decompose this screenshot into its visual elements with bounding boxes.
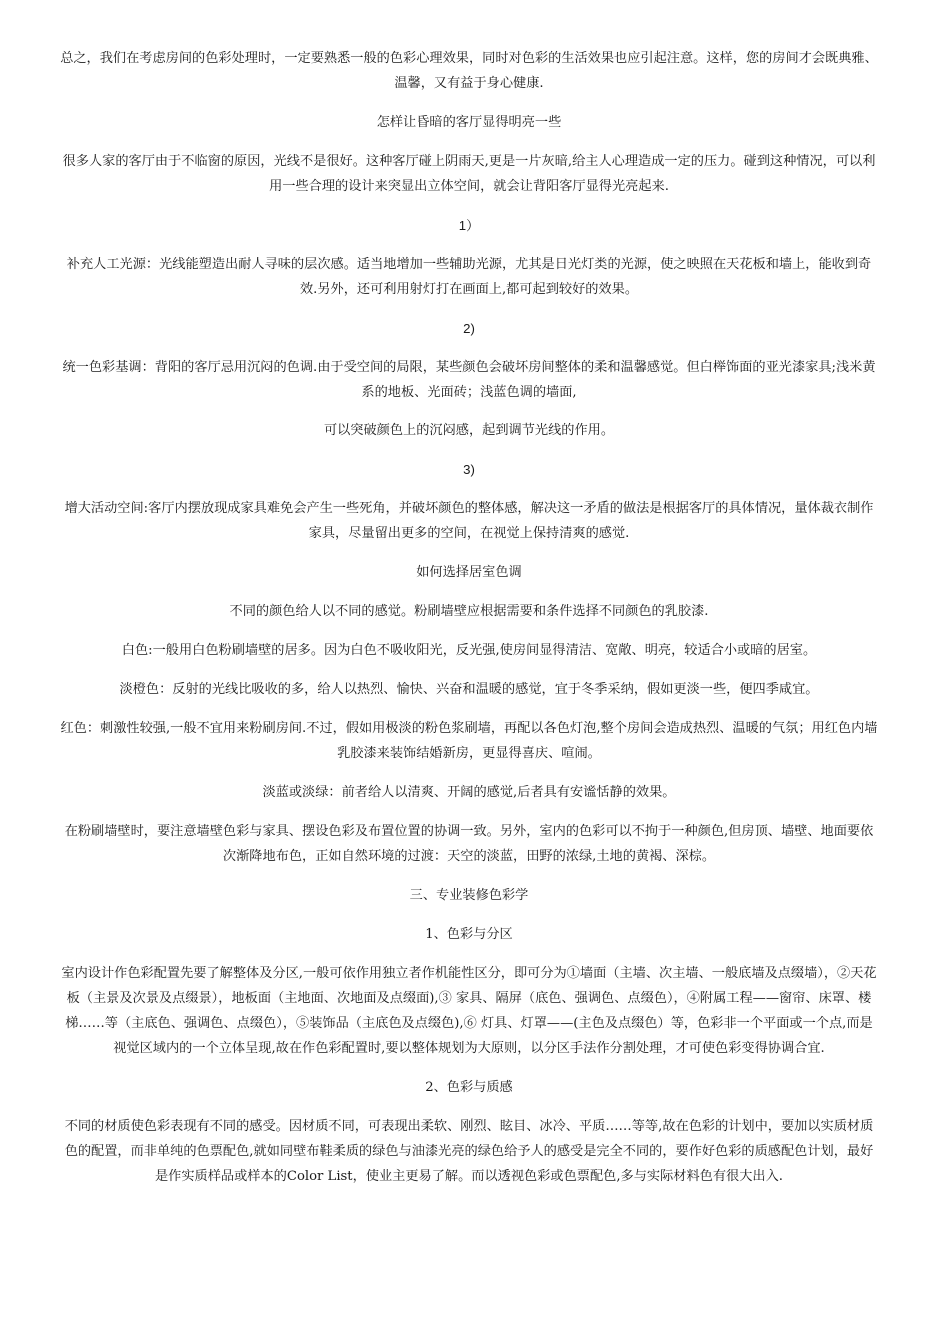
- heading-section-3: 三、专业装修色彩学: [409, 888, 529, 903]
- paragraph-artificial-light: 补充人工光源：光线能塑造出耐人寻味的层次感。适当地增加一些辅助光源，尤其是日光灯类的光源，使之映照在天花板和墙上，能收到奇效.另外，还可利用射灯打在画面上,都可起到较好的效果。: [66, 257, 872, 297]
- paragraph-light-orange: 淡橙色：反射的光线比吸收的多，给人以热烈、愉快、兴奋和温暖的感觉，宜于冬季采纳，假如更淡一些，便四季咸宜。: [119, 682, 819, 697]
- list-number-1: 1）: [458, 218, 480, 233]
- heading-dark-living-room: 怎样让昏暗的客厅显得明亮一些: [376, 115, 562, 130]
- list-number-3: 3): [463, 462, 475, 477]
- paragraph-color-texture: 不同的材质使色彩表现有不同的感受。因材质不同，可表现出柔软、刚烈、眩目、冰冷、平质……等等,故在色彩的计划中，要加以实质材质色的配置，而非单纯的色票配色,就如同壁布鞋柔质的绿色与油漆光亮的绿色给予人的感受是完全不同的，要作好色彩的质感配色计划，最好是作实质样品或样本的Color List，使业主更易了解。而以透视色彩或色票配色,多与实际材料色有很大出入.: [64, 1119, 874, 1184]
- paragraph-different-colors: 不同的颜色给人以不同的感觉。粉刷墙壁应根据需要和条件选择不同颜色的乳胶漆.: [229, 604, 709, 619]
- heading-color-zoning: 1、色彩与分区: [425, 927, 513, 942]
- paragraph-white: 白色:一般用白色粉刷墙壁的居多。因为白色不吸收阳光，反光强,使房间显得清洁、宽敞、明亮，较适合小或暗的居室。: [121, 643, 817, 658]
- paragraph-wall-coordination: 在粉刷墙壁时，要注意墙壁色彩与家具、摆设色彩及布置位置的协调一致。另外，室内的色彩可以不拘于一种颜色,但房顶、墙壁、地面要依次渐降地布色，正如自然环境的过渡：天空的淡蓝，田野的浓绿,土地的黄褐、深棕。: [64, 824, 874, 864]
- paragraph-blue-green: 淡蓝或淡绿：前者给人以清爽、开阔的感觉,后者具有安谧恬静的效果。: [262, 785, 676, 800]
- paragraph-red: 红色：刺激性较强,一般不宜用来粉刷房间.不过，假如用极淡的粉色浆刷墙，再配以各色灯泡,整个房间会造成热烈、温暖的气氛；用红色内墙乳胶漆来装饰结婚新房，更显得喜庆、喧闹。: [60, 721, 878, 761]
- list-number-2: 2): [463, 321, 475, 336]
- paragraph-dark-living-room: 很多人家的客厅由于不临窗的原因，光线不是很好。这种客厅碰上阴雨天,更是一片灰暗,给主人心理造成一定的压力。碰到这种情况，可以利用一些合理的设计来突显出立体空间，就会让背阳客厅显得光亮起来.: [62, 154, 876, 194]
- heading-choose-color-tone: 如何选择居室色调: [416, 565, 522, 580]
- paragraph-unify-color: 统一色彩基调：背阳的客厅忌用沉闷的色调.由于受空间的局限，某些颜色会破坏房间整体的柔和温馨感觉。但白榉饰面的亚光漆家具;浅米黄系的地板、光面砖；浅蓝色调的墙面,: [62, 360, 876, 400]
- paragraph-color-zoning: 室内设计作色彩配置先要了解整体及分区,一般可依作用独立者作机能性区分，即可分为①墙面（主墙、次主墙、一般底墙及点缀墙），②天花板（主景及次景及点缀景），地板面（主地面、次地面及点缀面),③ 家具、隔屏（底色、强调色、点缀色），④附属工程——窗帘、床罩、楼梯……等（主底色、强调色、点缀色），⑤装饰品（主底色及点缀色),⑥ 灯具、灯罩——(主色及点缀色）等，色彩非一个平面或一个点,而是视觉区域内的一个立体呈现,故在作色彩配置时,要以整体规划为大原则，以分区手法作分割处理，才可使色彩变得协调合宜.: [61, 966, 877, 1056]
- heading-color-texture: 2、色彩与质感: [425, 1080, 513, 1095]
- paragraph-intro-summary: 总之，我们在考虑房间的色彩处理时，一定要熟悉一般的色彩心理效果，同时对色彩的生活效果也应引起注意。这样，您的房间才会既典雅、温馨，又有益于身心健康.: [60, 51, 878, 91]
- paragraph-activity-space: 增大活动空间:客厅内摆放现成家具难免会产生一些死角，并破坏颜色的整体感，解决这一矛盾的做法是根据客厅的具体情况，量体裁衣制作家具，尽量留出更多的空间，在视觉上保持清爽的感觉.: [64, 501, 874, 541]
- paragraph-unify-color-cont: 可以突破颜色上的沉闷感，起到调节光线的作用。: [323, 423, 615, 438]
